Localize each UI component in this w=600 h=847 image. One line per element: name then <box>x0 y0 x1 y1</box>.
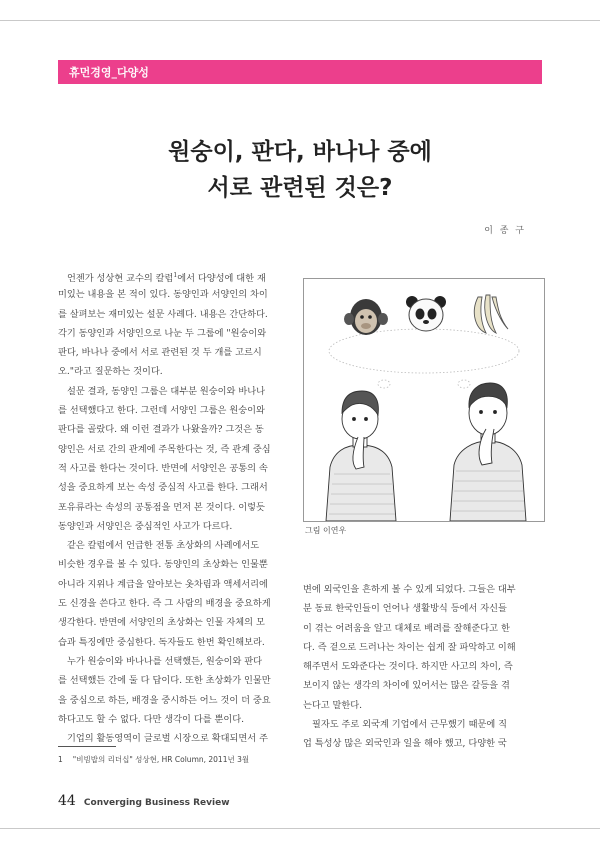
text-line <box>58 266 294 285</box>
right-column <box>303 580 543 754</box>
text-line <box>303 715 543 734</box>
text-segment: 같은 칼럼에서 언급한 전통 초상화의 사례에서도 <box>67 540 260 552</box>
text-line <box>58 324 294 343</box>
text-segment: 포유류라는 속성의 공통점을 먼저 본 것이다. 이렇듯 <box>58 501 265 513</box>
illustration <box>303 278 545 522</box>
title-line: 서로 관련된 것은? <box>207 175 393 201</box>
text-segment: 보이지 않는 생각의 차이에 있어서는 많은 갈등을 겪 <box>303 680 510 692</box>
text-line <box>58 710 294 729</box>
text-segment: 판다, 바나나 중에서 서로 관련된 것 두 개를 고르시 <box>58 347 262 359</box>
text-segment: 이 겪는 어려움을 알고 대체로 배려를 잘해준다고 한 <box>303 622 510 634</box>
text-segment: 에서 다양성에 대한 재 <box>177 273 266 285</box>
text-line <box>58 362 294 381</box>
text-segment: 양인은 서로 간의 관계에 주목한다는 것, 즉 관계 중심 <box>58 443 271 455</box>
text-line <box>58 440 294 459</box>
text-segment: 언젠가 성상현 교수의 칼럼 <box>67 273 174 285</box>
footnote-rule <box>58 746 116 747</box>
article-title <box>58 134 542 206</box>
section-label: 휴먼경영_다양성 <box>69 66 149 79</box>
text-line <box>58 401 294 420</box>
banana-icon <box>474 295 508 333</box>
image-caption: 그림 이연우 <box>305 526 347 535</box>
text-line <box>303 580 543 599</box>
text-line <box>58 343 294 362</box>
text-line <box>303 696 543 715</box>
text-segment: 아니라 지위나 계급을 알아보는 옷차림과 액세서리에 <box>58 578 268 590</box>
text-line <box>58 575 294 594</box>
text-segment: 오."라고 질문하는 것이다. <box>58 366 163 378</box>
text-segment: 필자도 주로 외국계 기업에서 근무했기 때문에 직 <box>312 719 508 731</box>
text-segment: 분 동료 한국인들이 언어나 생활방식 등에서 자신들 <box>303 603 507 615</box>
text-segment: 각기 동양인과 서양인으로 나눈 두 그룹에 "원숭이와 <box>58 327 267 339</box>
text-segment: 설문 결과, 동양인 그룹은 대부분 원숭이와 바나나 <box>67 385 265 397</box>
left-person <box>326 391 396 521</box>
text-line <box>58 652 294 671</box>
bottom-rule <box>0 828 600 829</box>
text-line <box>303 676 543 695</box>
right-person <box>450 383 526 521</box>
top-rule <box>0 20 600 21</box>
page-number: 44 <box>58 793 76 809</box>
text-segment: 다. 즉 겉으로 드러나는 차이는 쉽게 잘 파악하고 이해 <box>303 641 516 653</box>
text-line <box>58 633 294 652</box>
text-segment: 을 중심으로 하든, 배경을 중시하든 어느 것이 더 중요 <box>58 694 271 706</box>
footnote-ref: 1 <box>173 272 178 279</box>
text-line <box>58 536 294 555</box>
text-line <box>303 619 543 638</box>
text-line <box>303 638 543 657</box>
text-segment: 판다를 골랐다. 왜 이런 결과가 나왔을까? 그것은 동 <box>58 424 264 436</box>
text-line <box>303 734 543 753</box>
journal-name: Converging Business Review <box>83 798 230 808</box>
text-segment: 적 사고를 한다는 것이다. 반면에 서양인은 공통의 속 <box>58 462 268 474</box>
text-segment: 누가 원숭이와 바나나를 선택했든, 원숭이와 판다 <box>67 655 263 667</box>
text-segment: 미있는 내용을 본 적이 있다. 동양인과 서양인의 차이 <box>58 289 268 301</box>
section-bar <box>58 60 542 84</box>
text-line <box>58 517 294 536</box>
text-line <box>58 498 294 517</box>
text-line <box>58 691 294 710</box>
text-segment: 동양인과 서양인은 중심적인 사고가 다르다. <box>58 520 233 532</box>
text-segment: 도 신경을 쓴다고 한다. 즉 그 사람의 배경을 중요하게 <box>58 598 271 610</box>
footnote <box>58 754 249 765</box>
text-line <box>58 613 294 632</box>
text-segment: 를 선택했든 간에 둘 다 답이다. 또한 초상화가 인물만 <box>58 675 271 687</box>
text-segment: 해주면서 도와준다는 것이다. 하지만 사고의 차이, 즉 <box>303 661 513 673</box>
text-line <box>303 657 543 676</box>
monkey-icon <box>344 299 388 335</box>
text-line <box>58 671 294 690</box>
text-segment: 를 살펴보는 재미있는 설문 사례다. 내용은 간단하다. <box>58 308 268 320</box>
text-segment: 변에 외국인을 흔하게 볼 수 있게 되었다. 그들은 대부 <box>303 584 516 595</box>
left-column <box>58 266 294 748</box>
text-line <box>58 420 294 439</box>
text-segment: 생각한다. 반면에 서양인의 초상화는 인물 자체의 모 <box>58 617 265 629</box>
text-line <box>58 594 294 613</box>
text-segment: 는다고 말한다. <box>303 699 363 711</box>
text-segment: 성을 중요하게 보는 속성 중심적 사고를 한다. 그래서 <box>58 482 268 494</box>
text-segment: 습과 특징에만 중심한다. 독자들도 한번 확인해보라. <box>58 636 265 648</box>
text-line <box>58 285 294 304</box>
text-segment: 를 선택했다고 한다. 그런데 서양인 그룹은 원숭이와 <box>58 405 265 417</box>
text-line <box>58 478 294 497</box>
text-line <box>303 599 543 618</box>
text-line <box>58 555 294 574</box>
text-segment: 하다고도 할 수 없다. 다만 생각이 다를 뿐이다. <box>58 713 245 725</box>
author: 이 종 구 <box>484 226 526 236</box>
text-line <box>58 459 294 478</box>
text-segment: 기업의 활동영역이 글로벌 시장으로 확대되면서 주 <box>67 733 268 745</box>
page-footer <box>58 790 230 809</box>
text-segment: 비슷한 경우를 볼 수 있다. 동양인의 초상화는 인물뿐 <box>58 559 268 571</box>
footnote-number: 1 <box>58 755 63 764</box>
text-line <box>58 305 294 324</box>
text-segment: 업 특성상 많은 외국인과 일을 해야 했고, 다양한 국 <box>303 738 507 750</box>
title-line: 원숭이, 판다, 바나나 중에 <box>168 139 432 165</box>
text-line <box>58 382 294 401</box>
footnote-text: "비빔밥의 리더십" 성상현, HR Column, 2011년 3월 <box>72 755 250 764</box>
panda-icon <box>406 296 446 331</box>
